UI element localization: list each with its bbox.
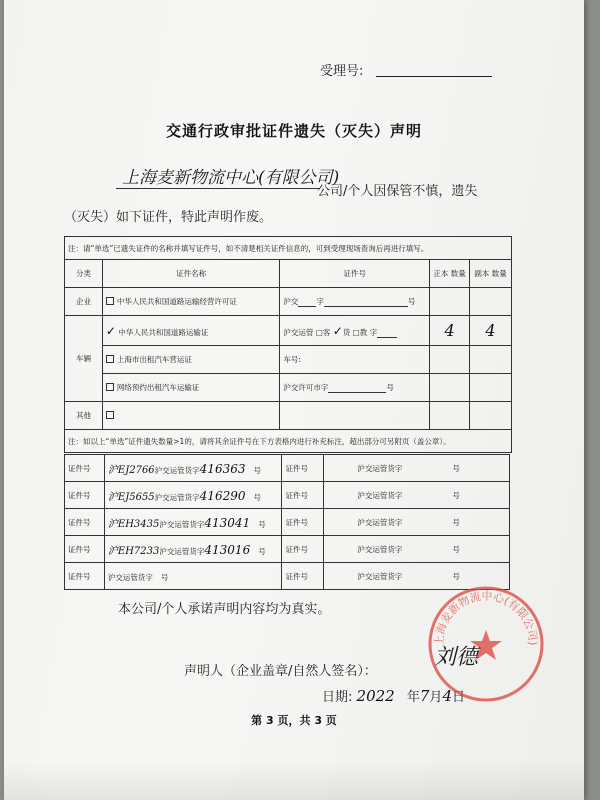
checkbox[interactable] (106, 297, 114, 305)
original-count-value: 4 (430, 316, 470, 346)
cert-number-cell: 沪EH7233沪交运管货字413016 号 (104, 536, 282, 563)
copy-count-value: 4 (470, 316, 512, 346)
header-original-count: 正本 数量 (430, 260, 470, 288)
table-row (65, 374, 512, 402)
company-name-line (116, 188, 320, 189)
cert-name-transport: ✓ 中华人民共和国道路运输证 (102, 316, 279, 346)
supplement-table (64, 454, 510, 590)
cert-label: 证件号 (282, 563, 324, 590)
cert-number-cell: 沪EJ5655沪交运管货字416290 号 (104, 482, 282, 509)
supplement-note: 注：如以上“单选”证件遗失数量>1的，请将其余证件号在下方表格内进行补充标注，超出部分可另附页（盖公章）。 (65, 430, 512, 453)
company-seal-stamp (424, 582, 548, 706)
table-row (65, 482, 510, 509)
cert-label: 证件号 (282, 509, 324, 536)
page-title: 交通行政审批证件遗失（灭失）声明 (165, 122, 422, 140)
date-line: 日期: 2022 年7月4日 (322, 687, 465, 705)
checkbox[interactable] (106, 411, 114, 419)
pledge-text: 本公司/个人承诺声明内容均为真实。 (118, 602, 331, 617)
cert-label: 证件号 (282, 536, 324, 563)
cert-label: 证件号 (65, 563, 105, 590)
number-handwritten: 413041 (204, 515, 251, 530)
cert-label: 证件号 (65, 536, 105, 563)
cert-label: 证件号 (65, 509, 105, 536)
date-month: 7 (419, 687, 430, 705)
declaration-text-line2: （灭失）如下证件，特此声明作废。 (64, 210, 273, 225)
cert-number-cell: 沪交运管货字 号 (324, 509, 510, 536)
cert-name-online-taxi: 网络预约出租汽车运输证 (102, 374, 279, 402)
cert-number-cell: 沪交运管货字 号 (324, 563, 510, 590)
cert-name-taxi: 上海市出租汽车营运证 (102, 346, 279, 374)
table-row (65, 536, 510, 563)
plate-handwritten: 沪EH7233 (107, 545, 160, 557)
receipt-number-line (376, 76, 492, 77)
lost-certificate-table (64, 236, 512, 453)
header-category: 分类 (65, 260, 103, 288)
cert-label: 证件号 (65, 455, 105, 482)
cert-label: 证件号 (282, 482, 324, 509)
cert-label: 证件号 (65, 482, 105, 509)
cert-number-cell: 沪EH3435沪交运管货字413041 号 (104, 509, 282, 536)
plate-handwritten: 沪EH3435 (107, 518, 160, 530)
table-row (65, 346, 512, 374)
cert-name-business-license: 中华人民共和国道路运输经营许可证 (102, 288, 279, 316)
signature-handwritten: 刘德 (434, 645, 479, 670)
cert-number-cell: 沪交运管货字 号 (324, 536, 510, 563)
table-row (65, 509, 510, 536)
svg-text:上海麦新物流中心(有限公司): 上海麦新物流中心(有限公司) (432, 589, 540, 647)
header-copy-count: 副本 数量 (470, 260, 512, 288)
number-handwritten: 416363 (199, 461, 246, 476)
table-note: 注：请“单选”已遗失证件的名称并填写证件号，如不清楚相关证件信息的，可到受理现场查询后再进行填写。 (65, 237, 512, 260)
table-row (65, 402, 512, 430)
cert-number-cell: 沪交运管货字 号 (324, 455, 510, 482)
cert-label: 证件号 (282, 455, 324, 482)
category-enterprise: 企业 (65, 288, 103, 316)
checkbox[interactable] (106, 383, 114, 391)
cert-number-cell: 沪交运管货字 号 (104, 563, 282, 590)
checkmark-icon: ✓ (332, 323, 343, 338)
plate-handwritten: 沪EJ2766 (107, 464, 155, 476)
table-row (65, 288, 512, 316)
cert-number-cell: 沪EJ2766沪交运管货字416363 号 (104, 455, 282, 482)
cert-number-cell: 车号: (280, 346, 430, 374)
declaration-text-line1: 公司/个人因保管不慎，遗失 (317, 184, 478, 199)
date-day: 4 (442, 687, 452, 705)
number-handwritten: 416290 (199, 488, 246, 503)
document-page (4, 0, 584, 800)
company-name-handwritten: 上海麦新物流中心(有限公司) (122, 168, 340, 188)
category-vehicle: 车辆 (65, 316, 103, 402)
page-footer: 第 3 页，共 3 页 (251, 714, 337, 727)
number-handwritten: 413016 (204, 542, 251, 557)
cert-number-cell: 沪交许可市字 号 (280, 374, 430, 402)
signer-label: 声明人（企业盖章/自然人签名）： (184, 664, 377, 679)
table-row (65, 316, 512, 346)
receipt-label: 受理号: (320, 64, 364, 79)
checkmark-icon: ✓ (105, 323, 116, 338)
cert-number-cell: 沪交运管货字 号 (324, 482, 510, 509)
header-number: 证件号 (280, 260, 430, 288)
cert-number-cell: 沪交运管 □客 ✓货 □教 字 (280, 316, 430, 346)
category-other: 其他 (65, 402, 103, 430)
plate-handwritten: 沪EJ5655 (107, 491, 155, 503)
table-row (65, 455, 510, 482)
cert-number-cell: 沪交 字 号 (280, 288, 430, 316)
header-name: 证件名称 (102, 260, 279, 288)
date-year: 2022 (356, 687, 395, 705)
checkbox[interactable] (106, 355, 114, 363)
